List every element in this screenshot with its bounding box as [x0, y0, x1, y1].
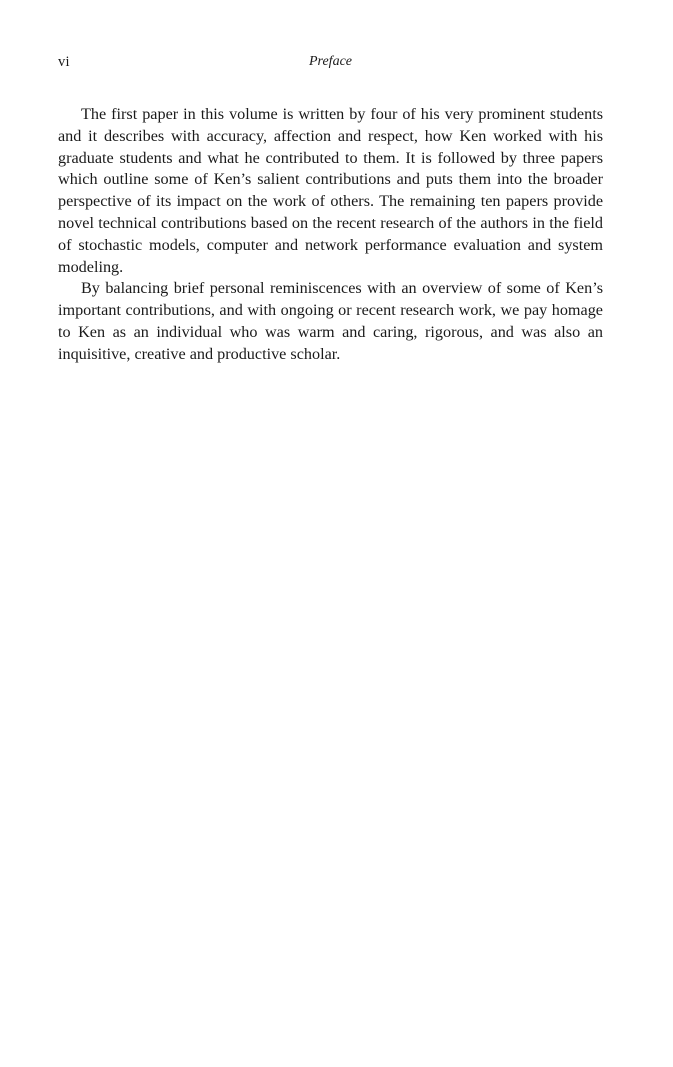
paragraph-volume-contents: The first paper in this volume is written by four of his very prominent students and it describes with accuracy, affection and respect, how Ken worked with his graduate students and what he contributed to them. It is followed by three papers which outline some of Ken’s salient contributions and puts them into the broader perspective of its impact on the work of others. The remaining ten papers provide novel technical contributions based on the recent research of the authors in the field of stochastic models, computer and network performance evaluation and system modeling. [58, 105, 603, 276]
preface-body [58, 104, 603, 366]
paragraph-homage: By balancing brief personal reminiscences with an overview of some of Ken’s important contributions, and with ongoing or recent research work, we pay homage to Ken as an individual who was warm and caring, rigorous, and was also an inquisitive, creative and productive scholar. [58, 279, 603, 363]
running-head [58, 54, 603, 74]
running-title: Preface [308, 54, 352, 69]
page-number: vi [58, 54, 70, 70]
